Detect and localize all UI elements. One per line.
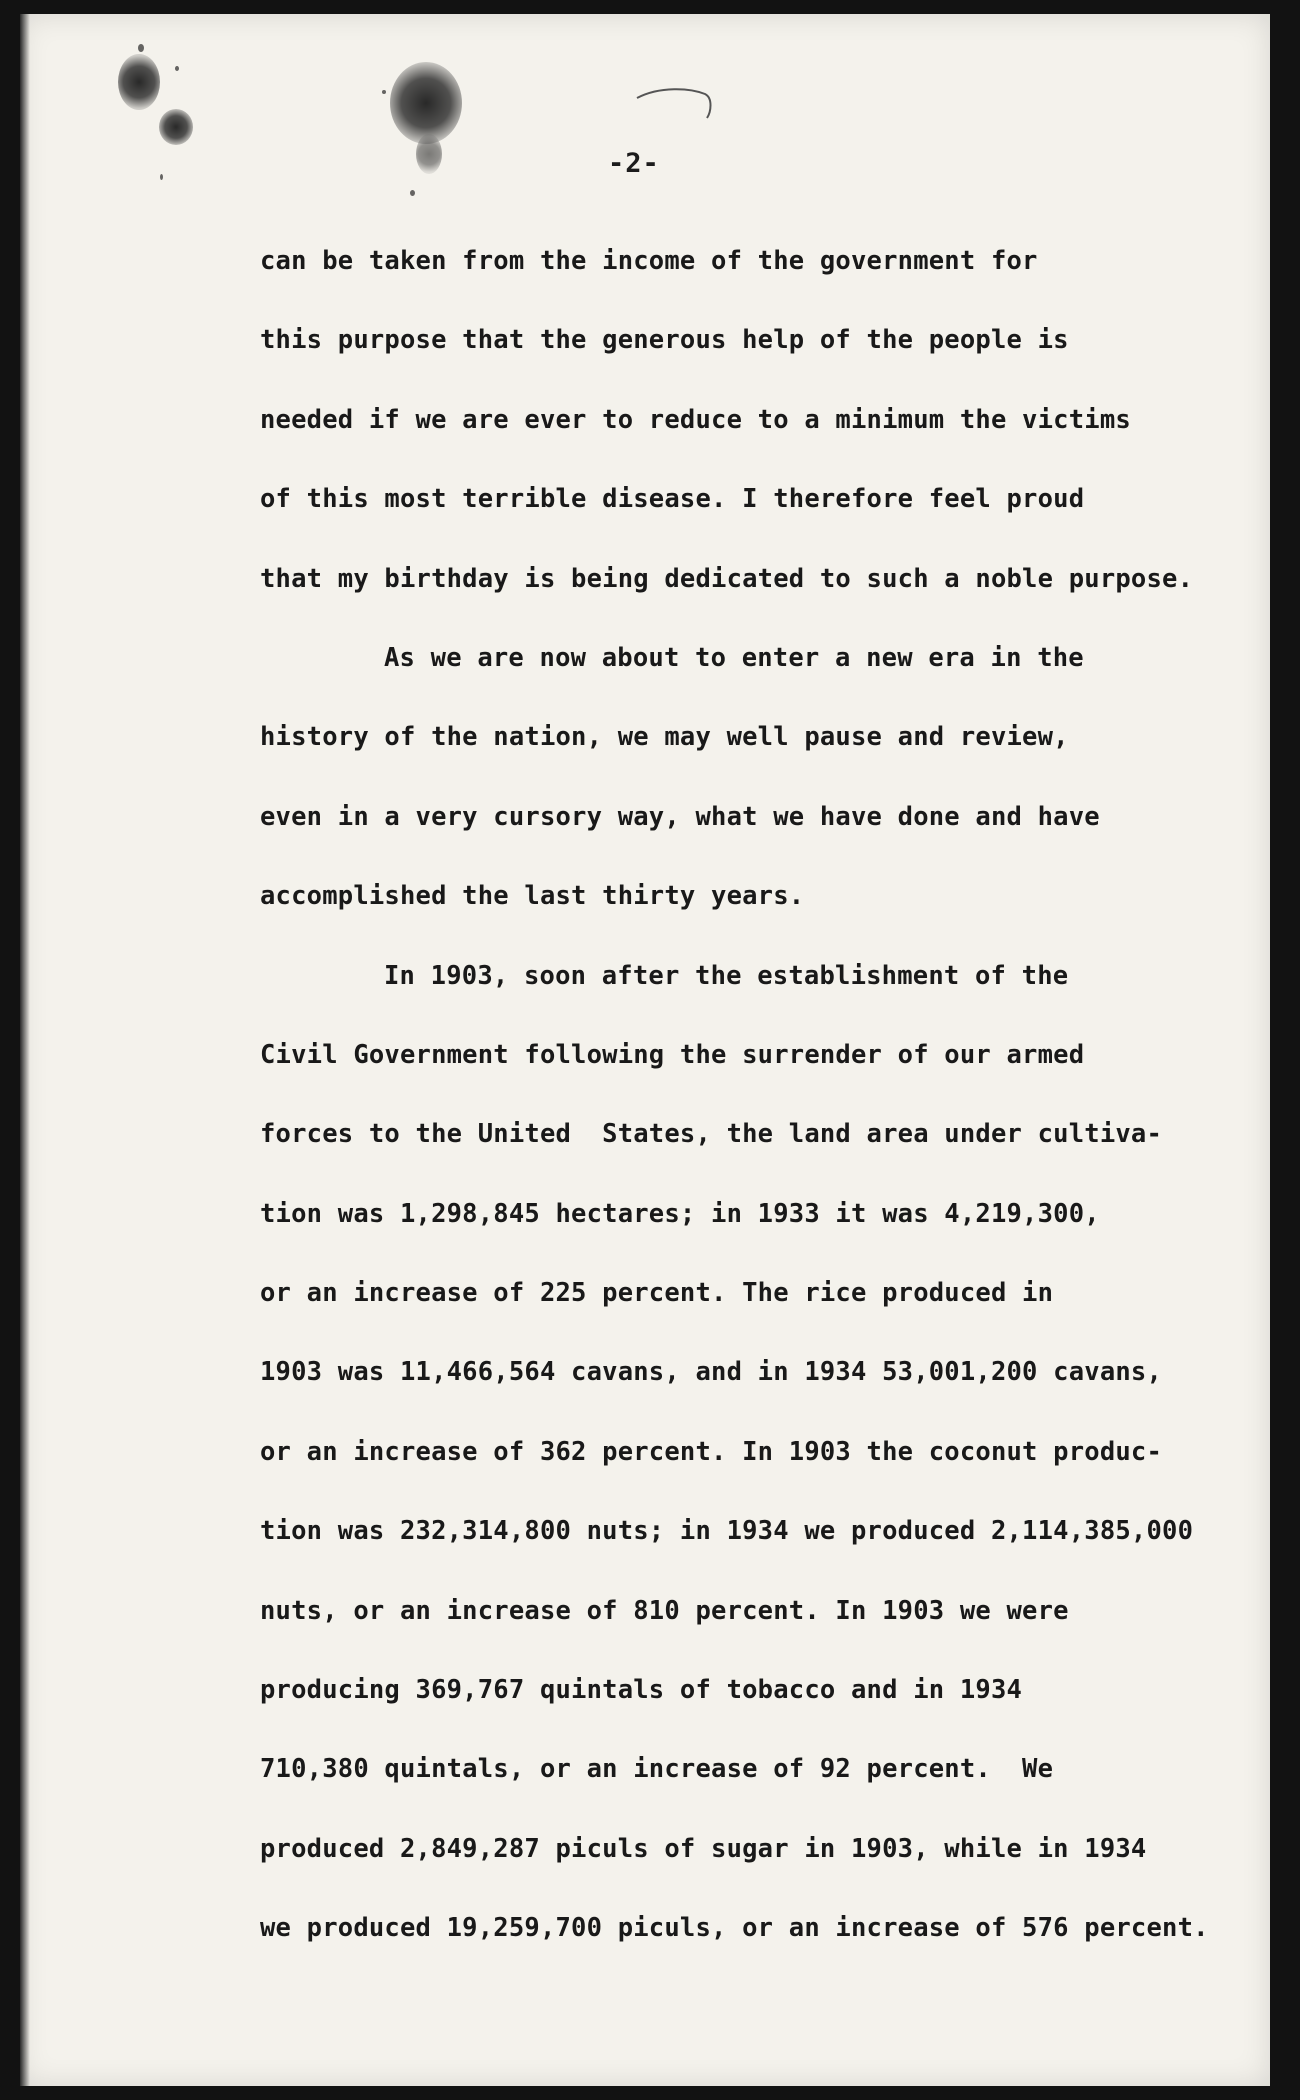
text-line: even in a very cursory way, what we have done and have: [260, 801, 1100, 832]
ink-speck: [138, 44, 144, 52]
ink-blot: [416, 134, 442, 174]
text-line: we produced 19,259,700 piculs, or an increase of 576 percent.: [260, 1913, 1209, 1944]
ink-speck: [175, 66, 179, 71]
text-line: accomplished the last thirty years.: [260, 881, 805, 912]
text-line: or an increase of 362 percent. In 1903 the coconut produc-: [260, 1436, 1163, 1467]
text-line: produced 2,849,287 piculs of sugar in 1903, while in 1934: [260, 1833, 1147, 1864]
text-line: In 1903, soon after the establishment of the: [384, 960, 1069, 991]
document-page: [20, 14, 1270, 2086]
text-line: that my birthday is being dedicated to such a noble purpose.: [260, 563, 1194, 594]
text-line: As we are now about to enter a new era in the: [384, 642, 1084, 673]
ink-blot: [118, 54, 160, 110]
text-line: needed if we are ever to reduce to a minimum the victims: [260, 404, 1131, 435]
text-line: history of the nation, we may well pause and review,: [260, 722, 1069, 753]
text-line: producing 369,767 quintals of tobacco and in 1934: [260, 1675, 1023, 1706]
text-line: 1903 was 11,466,564 cavans, and in 1934 53,001,200 cavans,: [260, 1357, 1163, 1388]
typed-text-body: [260, 222, 1270, 1969]
ink-blot: [159, 109, 193, 145]
ink-blot: [390, 62, 462, 144]
text-line: can be taken from the income of the government for: [260, 246, 1038, 276]
text-line: or an increase of 225 percent. The rice produced in: [260, 1278, 1054, 1309]
ink-speck: [160, 174, 163, 180]
page-edge-shadow: [20, 14, 30, 2086]
text-line: Civil Government following the surrender of our armed: [260, 1039, 1085, 1070]
text-line: tion was 1,298,845 hectares; in 1933 it was 4,219,300,: [260, 1198, 1100, 1229]
text-line: this purpose that the generous help of the people is: [260, 325, 1069, 356]
pencil-mark: [635, 84, 725, 144]
text-line: tion was 232,314,800 nuts; in 1934 we produced 2,114,385,000: [260, 1516, 1194, 1547]
text-line: forces to the United States, the land area under cultiva-: [260, 1119, 1163, 1150]
page-number: -2-: [608, 148, 660, 179]
text-line: of this most terrible disease. I therefore feel proud: [260, 484, 1085, 515]
ink-speck: [382, 90, 386, 94]
ink-speck: [410, 190, 415, 196]
text-line: 710,380 quintals, or an increase of 92 percent. We: [260, 1754, 1054, 1785]
text-line: nuts, or an increase of 810 percent. In 1903 we were: [260, 1595, 1069, 1626]
